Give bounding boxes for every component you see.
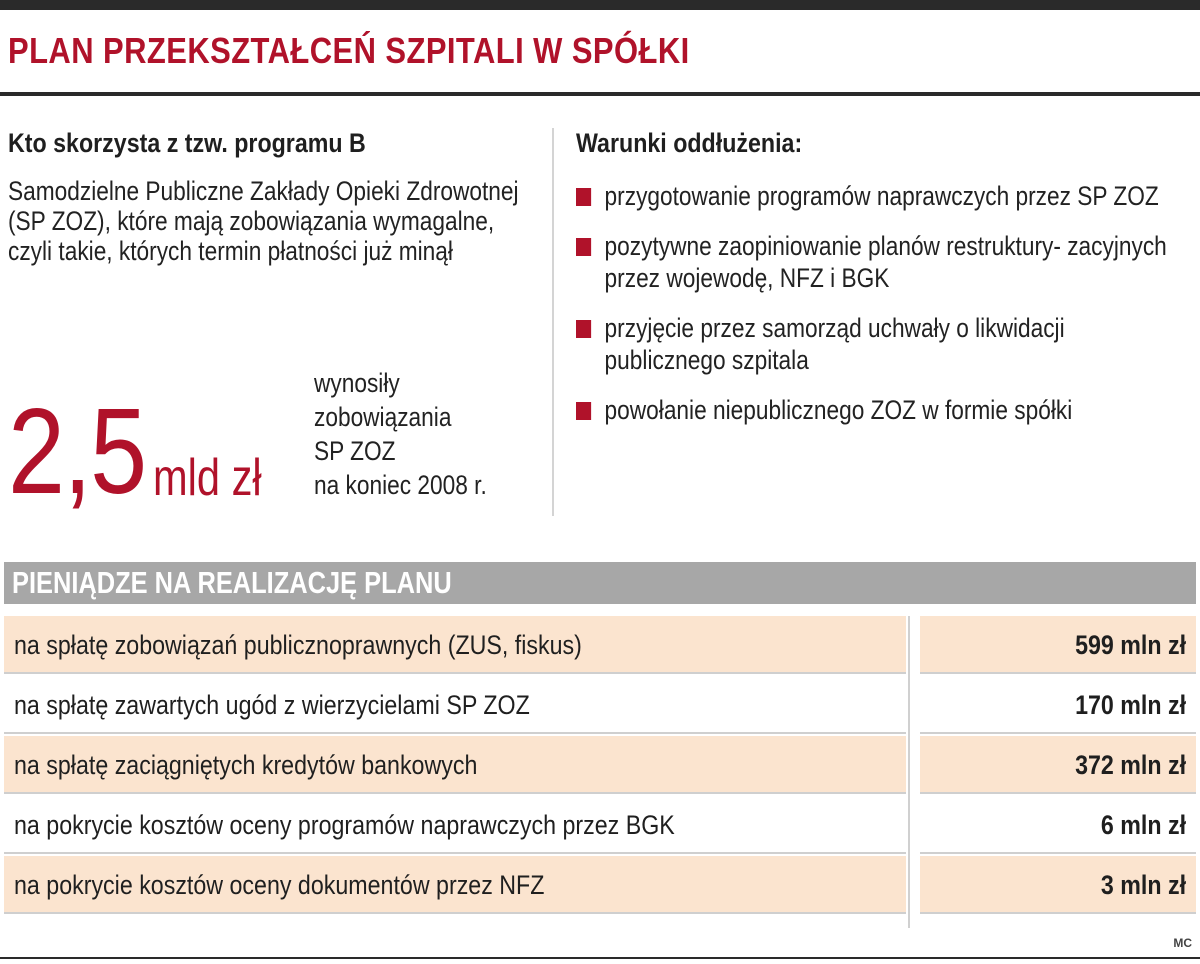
square-bullet-icon bbox=[576, 402, 591, 420]
table-column-divider bbox=[908, 616, 910, 928]
row-amount: 372 mln zł bbox=[1075, 750, 1186, 780]
square-bullet-icon bbox=[576, 320, 591, 338]
row-label: na pokrycie kosztów oceny dokumentów przez NFZ bbox=[14, 870, 545, 900]
row-amount-cell bbox=[920, 676, 1196, 734]
funds-table bbox=[4, 616, 1196, 916]
debt-total-unit: mld zł bbox=[153, 449, 262, 507]
table-row bbox=[4, 736, 1196, 794]
caption-line: na koniec 2008 r. bbox=[314, 470, 487, 500]
funds-section-header bbox=[4, 562, 1196, 604]
square-bullet-icon bbox=[576, 238, 591, 256]
row-label-cell bbox=[4, 616, 906, 674]
row-amount-cell bbox=[920, 796, 1196, 854]
page-title: PLAN PRZEKSZTAŁCEŃ SZPITALI W SPÓŁKI bbox=[8, 30, 690, 71]
condition-text: pozytywne zaopiniowanie planów restruktury- zacyjnych przez wojewodę, NFZ i BGK bbox=[604, 231, 1167, 293]
table-row bbox=[4, 676, 1196, 734]
conditions-panel bbox=[576, 118, 1196, 518]
eligibility-heading: Kto skorzysta z tzw. programu B bbox=[8, 128, 366, 158]
row-label-cell bbox=[4, 676, 906, 734]
row-label-cell bbox=[4, 856, 906, 914]
square-bullet-icon bbox=[576, 188, 591, 206]
row-amount: 6 mln zł bbox=[1100, 810, 1186, 840]
bottom-rule bbox=[0, 957, 1200, 959]
caption-line: zobowiązania bbox=[314, 402, 452, 432]
row-label: na spłatę zobowiązań publicznoprawnych (ZUS, fiskus) bbox=[14, 630, 582, 660]
table-row bbox=[4, 796, 1196, 854]
eligibility-panel bbox=[8, 118, 548, 518]
top-rule bbox=[0, 0, 1200, 10]
column-divider bbox=[552, 128, 554, 516]
caption-line: SP ZOZ bbox=[314, 436, 396, 466]
row-label-cell bbox=[4, 796, 906, 854]
row-amount: 3 mln zł bbox=[1100, 870, 1186, 900]
row-label: na pokrycie kosztów oceny programów naprawczych przez BGK bbox=[14, 810, 675, 840]
table-row bbox=[4, 856, 1196, 914]
condition-item bbox=[576, 394, 1181, 426]
condition-item bbox=[576, 230, 1181, 294]
row-amount-cell bbox=[920, 736, 1196, 794]
condition-item bbox=[576, 180, 1181, 212]
row-amount: 599 mln zł bbox=[1075, 630, 1186, 660]
row-label-cell bbox=[4, 736, 906, 794]
eligibility-description: Samodzielne Publiczne Zakłady Opieki Zdrowotnej (SP ZOZ), które mają zobowiązania wymagalne, czyli takie, których termin płatności już minął bbox=[8, 176, 519, 266]
caption-line: wynosiły bbox=[314, 368, 400, 398]
table-row bbox=[4, 616, 1196, 674]
row-label: na spłatę zawartych ugód z wierzycielami SP ZOZ bbox=[14, 690, 530, 720]
row-label: na spłatę zaciągniętych kredytów bankowych bbox=[14, 750, 478, 780]
condition-item bbox=[576, 312, 1181, 376]
debt-total-caption bbox=[314, 366, 549, 502]
author-credit: MC bbox=[1173, 936, 1192, 950]
title-rule bbox=[0, 92, 1200, 96]
row-amount-cell bbox=[920, 616, 1196, 674]
condition-text: przyjęcie przez samorząd uchwały o likwidacji publicznego szpitala bbox=[604, 313, 1065, 375]
row-amount-cell bbox=[920, 856, 1196, 914]
row-amount: 170 mln zł bbox=[1075, 690, 1186, 720]
funds-section-title: PIENIĄDZE NA REALIZACJĘ PLANU bbox=[12, 565, 452, 600]
condition-text: powołanie niepublicznego ZOZ w formie spółki bbox=[604, 395, 1073, 425]
debt-total-number: 2,5 bbox=[8, 383, 146, 519]
condition-text: przygotowanie programów naprawczych przez SP ZOZ bbox=[604, 181, 1159, 211]
conditions-list bbox=[576, 180, 1181, 444]
conditions-heading: Warunki oddłużenia: bbox=[576, 128, 803, 158]
